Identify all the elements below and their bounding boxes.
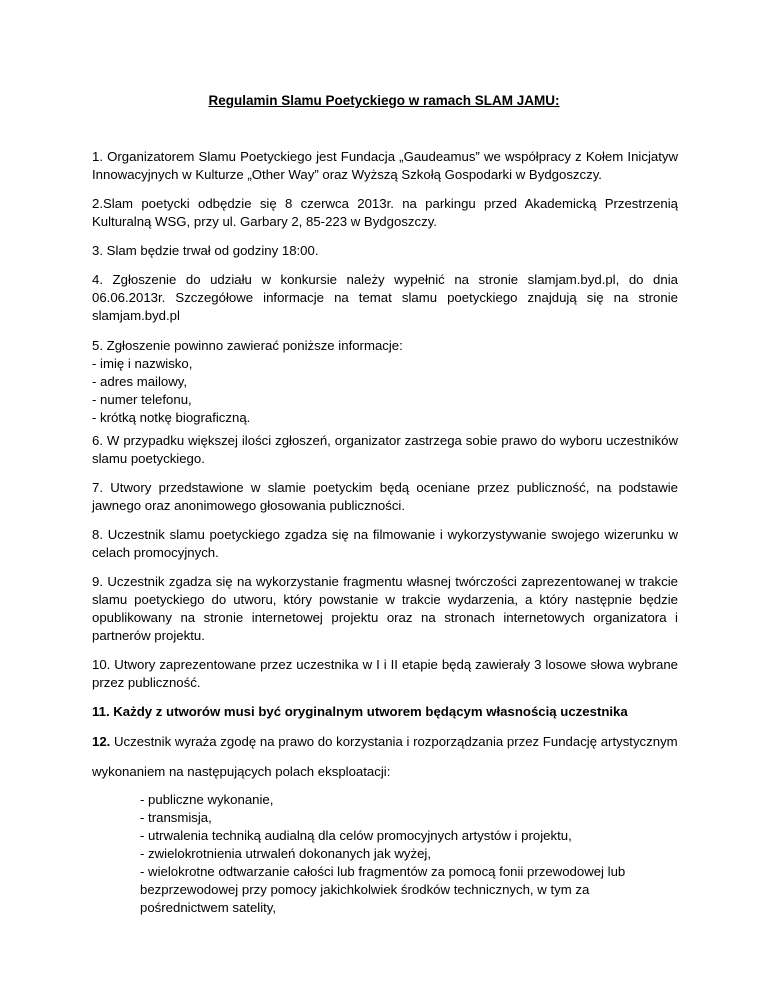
paragraph-line: opublikowany na stronie internetowej projektu oraz na stronach internetowych organizatora i	[92, 610, 678, 625]
paragraph-5	[92, 337, 678, 427]
paragraph-line: jawnego oraz anonimowego głosowania publiczności.	[92, 498, 406, 513]
paragraph-8	[92, 526, 678, 562]
paragraph-line: 1. Organizatorem Slamu Poetyckiego jest Fundacja „Gaudeamus” we współpracy z Kołem Inicjatyw	[92, 149, 678, 164]
page-title: Regulamin Slamu Poetyckiego w ramach SLAM JAMU:	[208, 93, 560, 108]
paragraph-1	[92, 148, 678, 184]
paragraph-line: slamjam.byd.pl	[92, 308, 180, 323]
list-item: - utrwalenia techniką audialną dla celów promocyjnych artystów i projektu,	[140, 828, 572, 843]
paragraph-line: 5. Zgłoszenie powinno zawierać poniższe informacje:	[92, 338, 403, 353]
list-item: - imię i nazwisko,	[92, 356, 193, 371]
list-item: - transmisja,	[140, 810, 212, 825]
paragraph-line: Kulturalną WSG, przy ul. Garbary 2, 85-223 w Bydgoszczy.	[92, 214, 437, 229]
paragraph-number: 12.	[92, 734, 111, 749]
paragraph-line: 8. Uczestnik slamu poetyckiego zgadza się na filmowanie i wykorzystywanie swojego wizerunku w	[92, 527, 678, 542]
list-item: - adres mailowy,	[92, 374, 188, 389]
paragraph-6	[92, 432, 678, 468]
paragraph-line: 11. Każdy z utworów musi być oryginalnym utworem będącym własnością uczestnika	[92, 704, 628, 719]
paragraph-line: 3. Slam będzie trwał od godziny 18:00.	[92, 243, 319, 258]
paragraph-line: slamu poetyckiego.	[92, 451, 205, 466]
paragraph-line: przez publiczność.	[92, 675, 201, 690]
paragraph-12	[92, 733, 678, 751]
paragraph-text: Uczestnik wyraża zgodę na prawo do korzystania i rozporządzania przez Fundację artystycznym	[110, 734, 678, 749]
paragraph-11	[92, 703, 678, 721]
paragraph-line: Innowacyjnych w Kulturze „Other Way” oraz Wyższą Szkołą Gospodarki w Bydgoszczy.	[92, 167, 602, 182]
paragraph-line: 4. Zgłoszenie do udziału w konkursie należy wypełnić na stronie slamjam.byd.pl, do dnia	[92, 272, 678, 287]
list-item: bezprzewodowej przy pomocy jakichkolwiek środków technicznych, w tym za	[140, 882, 590, 897]
paragraph-line: slamu poetyckiego do utworu, który powstanie w trakcie wydarzenia, a który następnie będzie	[92, 592, 678, 607]
paragraph-line: 2.Slam poetycki odbędzie się 8 czerwca 2013r. na parkingu przed Akademicką Przestrzenią	[92, 196, 678, 211]
paragraph-2	[92, 195, 678, 231]
paragraph-line: partnerów projektu.	[92, 628, 205, 643]
list-item: - numer telefonu,	[92, 392, 192, 407]
list-item: - wielokrotne odtwarzanie całości lub fragmentów za pomocą fonii przewodowej lub	[140, 864, 626, 879]
paragraph-7	[92, 479, 678, 515]
list-item: pośrednictwem satelity,	[140, 900, 277, 915]
paragraph-9	[92, 573, 678, 645]
list-item: - krótką notkę biograficzną.	[92, 410, 251, 425]
paragraph-line: 06.06.2013r. Szczegółowe informacje na temat slamu poetyckiego znajdują się na stronie	[92, 290, 678, 305]
list-item: - zwielokrotnienia utrwaleń dokonanych jak wyżej,	[140, 846, 432, 861]
paragraph-line: 7. Utwory przedstawione w slamie poetyckim będą oceniane przez publiczność, na podstawie	[92, 480, 678, 495]
paragraph-line: 6. W przypadku większej ilości zgłoszeń, organizator zastrzega sobie prawo do wyboru uczestników	[92, 433, 678, 448]
paragraph-4	[92, 271, 678, 325]
paragraph-line: 9. Uczestnik zgadza się na wykorzystanie fragmentu własnej twórczości zaprezentowanej w trakcie	[92, 574, 678, 589]
paragraph-10	[92, 656, 678, 692]
exploitation-list	[140, 791, 660, 917]
paragraph-line: 10. Utwory zaprezentowane przez uczestnika w I i II etapie będą zawierały 3 losowe słowa wybrane	[92, 657, 678, 672]
paragraph-3	[92, 242, 678, 260]
paragraph-12-continued	[92, 763, 678, 781]
paragraph-line: wykonaniem na następujących polach eksploatacji:	[92, 764, 391, 779]
paragraph-line: celach promocyjnych.	[92, 545, 219, 560]
paragraph-line	[92, 733, 678, 751]
list-item: - publiczne wykonanie,	[140, 792, 274, 807]
